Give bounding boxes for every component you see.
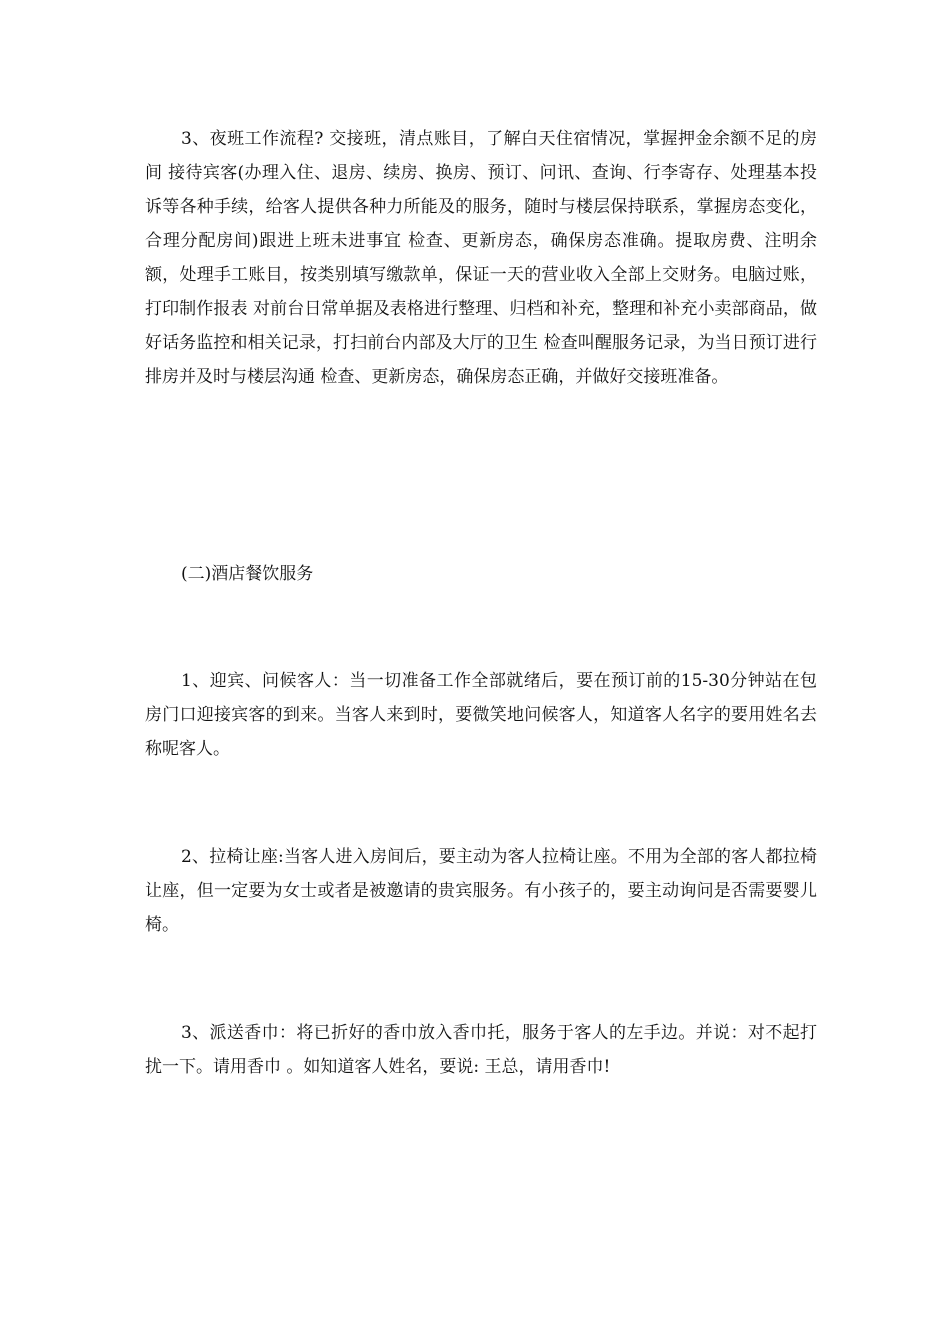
section-heading-catering-service: (二)酒店餐饮服务 <box>181 564 314 584</box>
paragraph-seating-guests: 2、拉椅让座:当客人进入房间后，要主动为客人拉椅让座。不用为全部的客人都拉椅让座，但一定要为女士或者是被邀请的贵宾服务。有小孩子的，要主动询问是否需要婴儿椅。 <box>145 847 817 935</box>
paragraph-serving-towels: 3、派送香巾：将已折好的香巾放入香巾托，服务于客人的左手边。并说：对不起打扰一下。请用香巾 。如知道客人姓名，要说: 王总，请用香巾! <box>145 1023 817 1077</box>
paragraph-greeting-guests: 1、迎宾、问候客人：当一切准备工作全部就绪后，要在预订前的15-30分钟站在包房门口迎接宾客的到来。当客人来到时，要微笑地问候客人，知道客人名字的要用姓名去称呢客人。 <box>145 671 817 759</box>
paragraph-night-shift-workflow: 3、夜班工作流程? 交接班，清点账目，了解白天住宿情况，掌握押金余额不足的房间 接待宾客(办理入住、退房、续房、换房、预订、问讯、查询、行李寄存、处理基本投诉等各种手续，给客人提供各种力所能及的服务，随时与楼层保持联系，掌握房态变化，合理分配房间)跟进上班未进事宜 检查、更新房态，确保房态准确。提取房费、注明余额，处理手工账目，按类别填写缴款单，保证一天的营业收入全部上交财务。电脑过账，打印制作报表 对前台日常单据及表格进行整理、归档和补充，整理和补充小卖部商品，做好话务监控和相关记录，打扫前台内部及大厅的卫生 检查叫醒服务记录，为当日预订进行排房并及时与楼层沟通 检查、更新房态，确保房态正确，并做好交接班准备。 <box>145 129 817 387</box>
